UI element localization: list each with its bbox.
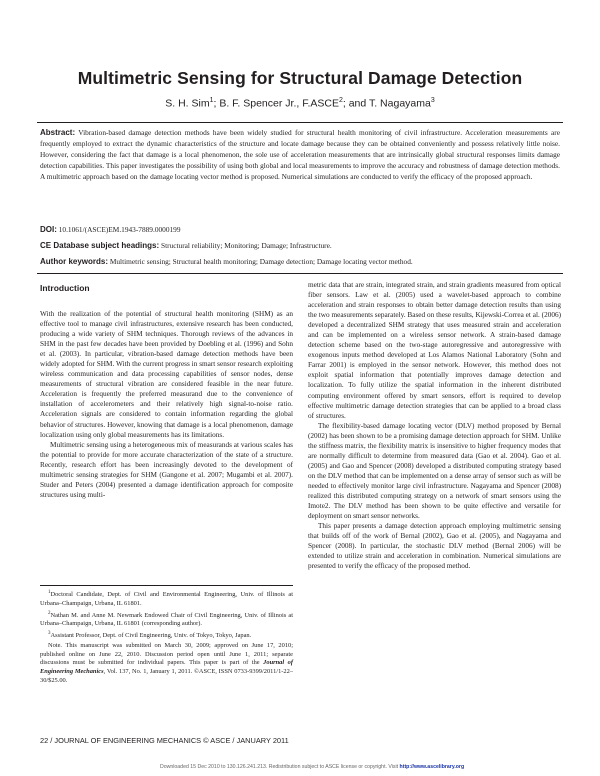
footnote-mark: 3	[48, 631, 51, 637]
abstract-top-rule	[37, 122, 563, 123]
author-line	[0, 97, 600, 110]
abstract-label: Abstract:	[40, 128, 76, 137]
footnote	[40, 610, 293, 630]
author-separator: ; and	[342, 97, 369, 110]
paper-title: Multimetric Sensing for Structural Damage Detection	[77, 68, 523, 88]
footnote	[40, 589, 293, 609]
footnote-text: Assistant Professor, Dept. of Civil Engineering, Univ. of Tokyo, Tokyo, Japan.	[50, 632, 252, 640]
section-heading-introduction: Introduction	[40, 283, 90, 293]
author-name: S. H. Sim	[165, 97, 210, 110]
abstract	[40, 127, 560, 182]
author-affiliation-mark: 1	[209, 97, 214, 104]
submission-note: Note. This manuscript was submitted on March 30, 2009; approved on June 17, 2010; published online on June 22, 2010. Discussion period open until June 1, 2011; separate discussions must be submitted for individual papers. This paper is part of the Journal of Engineering Mechanics, Vol. 137, No. 1, January 1, 2011. ©ASCE, ISSN 0733-9399/2011/1-22–30/$25.00.	[40, 641, 293, 684]
abstract-bottom-rule	[37, 273, 563, 274]
journal-name: Journal of Engineering Mechanics	[40, 659, 293, 675]
footnote-mark: 1	[48, 590, 51, 595]
body-paragraph: With the realization of the potential of structural health monitoring (SHM) as an effective tool to manage civil infrastructures, extensive research has been conducted, producing a wide variety of SHM techniques. Thorough reviews of the advances in SHM in the past few decades have been provided by Doebling et al. (1996) and Sohn et al. (2003). In particular, vibration-based damage detection methods have been widely adopted for SHM. With the current progress in smart sensor research exploiting wireless communication and data processing capabilities of sensor nodes, dense measurements of structural vibration are considered feasible in the near future. Acceleration is frequently the preferred measurand due to the convenience of installation of accelerometers and their relatively high signal-to-noise ratio. Acceleration signals are considered to contain information regarding the global behavior of structures. However, knowing that damage is a local phenomenon, damage localization using only global measurements has its limitations.	[40, 310, 293, 439]
right-column	[308, 280, 561, 571]
author-separator: ;	[213, 97, 220, 110]
footnote-text: Doctoral Candidate, Dept. of Civil and Environmental Engineering, Univ. of Illinois at Urbana–Champaign, Urbana, IL 61801.	[40, 591, 293, 607]
author-name: T. Nagayama	[368, 97, 431, 110]
footnotes	[40, 589, 293, 686]
ce-headings-value: Structural reliability; Monitoring; Damage; Infrastructure.	[161, 241, 332, 250]
ce-headings-label: CE Database subject headings:	[40, 241, 160, 250]
doi-label: DOI:	[40, 225, 57, 234]
footnote	[40, 630, 293, 641]
doi-value[interactable]: 10.1061/(ASCE)EM.1943-7889.0000199	[58, 225, 181, 234]
abstract-text: Vibration-based damage detection methods have been widely studied for structural health monitoring of civil infrastructure. Acceleration measurements are frequently employed to extract the dynamic characteristics of the structure and locate damage because they can be obtained conveniently and possess relatively little noise. However, considering the fact that damage is a local phenomenon, the sole use of acceleration measurements that are intrinsically global structural responses limits damage detection capabilities. This paper investigates the possibility of using both global and local measurements to improve the accuracy and robustness of damage detection methods. A multimetric approach based on the damage locating vector method is proposed. Numerical simulations are conducted to verify the efficacy of the proposed approach.	[40, 128, 560, 182]
footnote-text: Nathan M. and Anne M. Newmark Endowed Chair of Civil Engineering, Univ. of Illinois at Urbana–Champaign, Urbana, IL 61801 (corresponding author).	[40, 611, 293, 628]
body-paragraph: Multimetric sensing using a heterogeneous mix of measurands at various scales has the potential to provide for more accurate characterization of the state of a structure. Recently, research effort has been increasingly devoted to the development of multimetric sensing strategies for SHM (Gangone et al. 2007; Mugambi et al. 2007). Studer and Peters (2004) presented a damage identification approach for composite structures using multi-	[40, 440, 293, 499]
author-affiliation-mark: 3	[430, 97, 435, 104]
body-paragraph: This paper presents a damage detection approach employing multimetric sensing that builds off of the work of Bernal (2002), Gao et al. (2005), and Nagayama and Spencer (2008). In particular, the stochastic DLV method (Bernal 2006) will be extended to utilize strain and acceleration in combination. Numerical simulations are presented to verify the efficacy of the proposed method.	[308, 522, 561, 571]
ce-subject-headings	[40, 240, 560, 251]
body-paragraph: metric data that are strain, integrated strain, and strain gradients measured from optical fiber sensors. Law et al. (2005) used a wavelet-based approach to combine acceleration and strain responses to obtain better damage detection results than using the two measurements separately. Based on these results, Kijewski-Correa et al. (2006) developed a decentralized SHM strategy that uses measured strain and acceleration and can be implemented on a wireless sensor network. A strain-based damage detection scheme based on the two-stage autoregressive and autoregressive with exogenous inputs method developed at Los Alamos National Laboratory (Sohn and Farrar 2001) is employed in the sensor network. However, this method does not exploit spatial information that potentially improves damage detection and localization. To fully utilize the spatial information in the inherent distributed computing environment offered by smart sensors, effort is required to develop effective multimetric damage detection strategies that can be applied to a broad class of structures.	[308, 281, 561, 420]
keywords-value: Multimetric sensing; Structural health monitoring; Damage detection; Damage locating vector method.	[109, 257, 413, 266]
left-column	[40, 309, 293, 500]
author-name: B. F. Spencer Jr., F.ASCE	[219, 97, 339, 110]
author-keywords	[40, 256, 560, 267]
body-paragraph: The flexibility-based damage locating vector (DLV) method proposed by Bernal (2002) has been shown to be a promising damage detection approach for SHM. Unlike the stiffness matrix, the flexibility matrix is insensitive to higher frequency modes that are normally difficult to determine from measured data (Gao et al. 2004). Gao et al. (2005) and Gao and Spencer (2008) developed a distributed computing strategy based on the DLV method that can be implemented on a dense array of sensor such as will be needed to effectively monitor large civil infrastructure. Nagayama and Spencer (2008) realized this distributed computing strategy on a network of smart sensors using the Imote2. The DLV method has been shown to be quite effective and versatile for deployment on smart sensor networks.	[308, 421, 561, 521]
author-affiliation-mark: 2	[338, 97, 343, 104]
asce-library-link[interactable]: http://www.ascelibrary.org	[399, 764, 465, 770]
download-text: Downloaded 15 Dec 2010 to 130.126.241.213. Redistribution subject to ASCE license or copyright. Visit	[160, 764, 400, 770]
page-footer: 22 / JOURNAL OF ENGINEERING MECHANICS © ASCE / JANUARY 2011	[40, 736, 289, 745]
doi-line	[40, 224, 560, 235]
keywords-label: Author keywords:	[40, 257, 109, 266]
footnote-separator	[40, 585, 293, 586]
download-notice	[160, 764, 464, 770]
footnote-mark: 2	[48, 610, 51, 616]
